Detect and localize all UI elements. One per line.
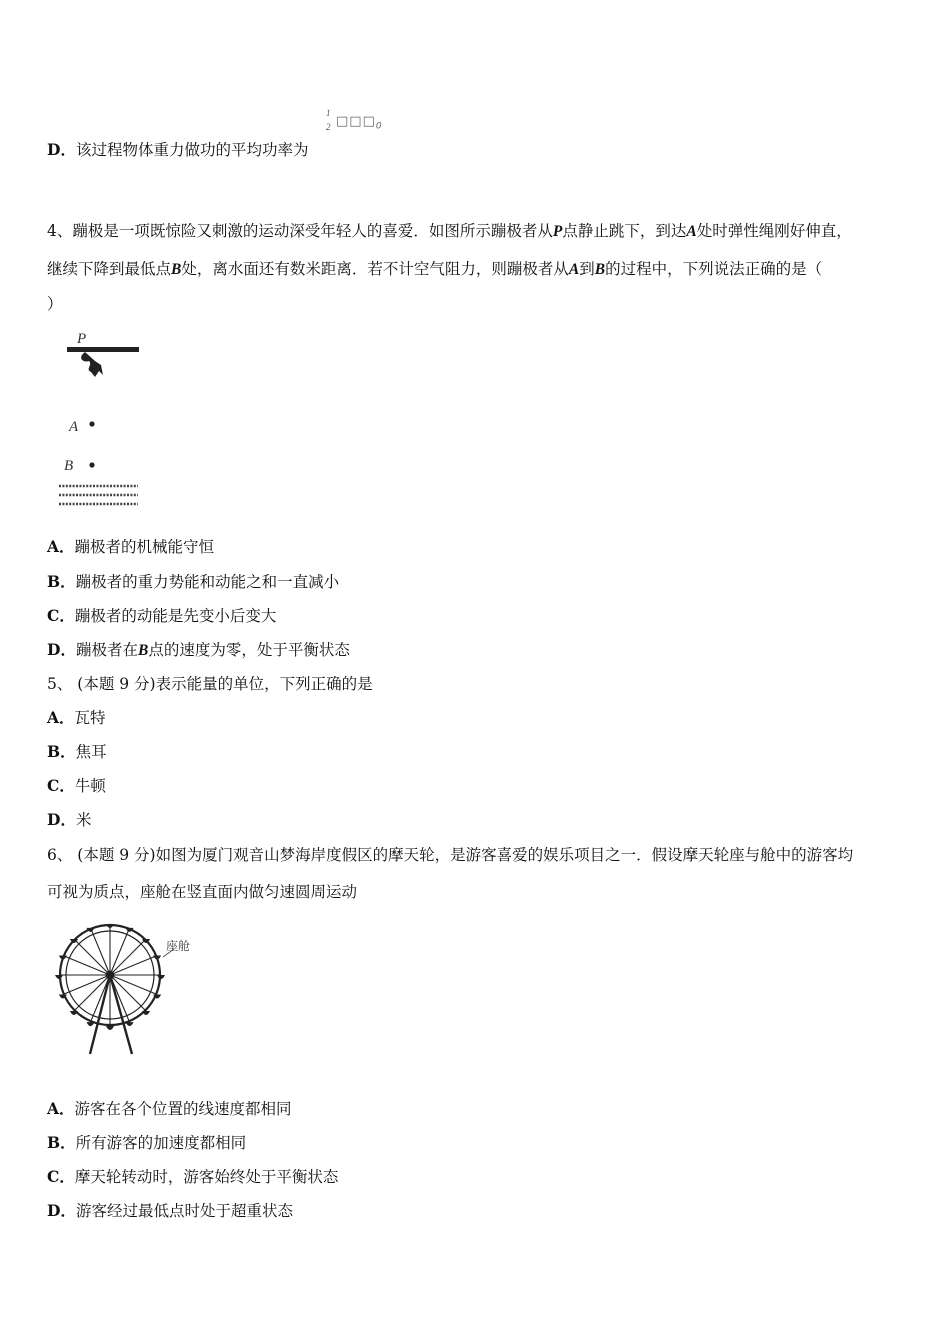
q6-stem-line-2: 可视为质点，座舱在竖直面内做匀速圆周运动 xyxy=(47,883,358,901)
q6-option-d: D．游客经过最低点时处于超重状态 xyxy=(47,1201,293,1220)
q4-stem-line-1: 4、蹦极是一项既惊险又刺激的运动深受年轻人的喜爱．如图所示蹦极者从P点静止跳下，到达A处时弹性绳刚好伸直， xyxy=(47,222,852,240)
q4-option-b: B．蹦极者的重力势能和动能之和一直减小 xyxy=(47,572,340,591)
formula-numerator: 1 xyxy=(326,108,331,118)
q4-option-d: D．蹦极者在B点的速度为零，处于平衡状态 xyxy=(47,640,350,659)
label-b: B xyxy=(64,458,74,474)
option-text: 该过程物体重力做功的平均功率为 xyxy=(75,141,309,159)
jumper xyxy=(81,352,103,377)
ferris-wheel-figure xyxy=(52,917,202,1059)
q6-option-b: B．所有游客的加速度都相同 xyxy=(47,1133,247,1152)
q5-option-a: A．瓦特 xyxy=(47,708,106,727)
cabin xyxy=(70,1011,78,1015)
q6-option-a: A．游客在各个位置的线速度都相同 xyxy=(47,1099,292,1118)
q4-stem-line-3: ） xyxy=(47,295,63,313)
label-a: A xyxy=(69,419,79,435)
cabin xyxy=(86,1022,94,1026)
cabin xyxy=(157,975,165,979)
cabin xyxy=(59,955,67,959)
point-a-dot xyxy=(89,421,94,426)
water-surface xyxy=(59,486,138,504)
q5-option-c: C．牛顿 xyxy=(47,776,106,795)
cabin xyxy=(106,1026,114,1030)
label-p: P xyxy=(77,331,87,347)
cabin xyxy=(106,924,114,928)
formula-tail: $□□□_0$ xyxy=(336,114,383,132)
q3-option-d xyxy=(47,140,308,160)
cabin xyxy=(55,975,63,979)
spoke xyxy=(110,940,145,975)
q5-option-b: B．焦耳 xyxy=(47,742,107,761)
platform xyxy=(67,347,139,352)
q5-option-d: D．米 xyxy=(47,810,92,829)
option-label: D． xyxy=(47,140,76,159)
q6-stem-line-1: 6、 (本题 9 分)如图为厦门观音山梦海岸度假区的摩天轮，是游客喜爱的娱乐项目之一．假设摩天轮座与舱中的游客均 xyxy=(47,846,854,864)
q4-option-a: A．蹦极者的机械能守恒 xyxy=(47,537,215,556)
q6-option-c: C．摩天轮转动时，游客始终处于平衡状态 xyxy=(47,1167,339,1186)
spoke xyxy=(75,940,110,975)
cabin xyxy=(153,955,161,959)
cabin xyxy=(126,1022,134,1026)
support-legs xyxy=(90,975,132,1054)
point-b-dot xyxy=(89,462,94,467)
cabin xyxy=(142,1011,150,1015)
bungee-figure xyxy=(55,325,150,515)
formula-denominator: 2 xyxy=(326,122,331,132)
cabin-label: 座舱 xyxy=(166,939,191,953)
q4-option-c: C．蹦极者的动能是先变小后变大 xyxy=(47,606,277,625)
q4-stem-line-2: 继续下降到最低点B处，离水面还有数米距离．若不计空气阻力，则蹦极者从A到B的过程中，下列说法正确的是（ xyxy=(47,260,823,278)
q5-stem: 5、 (本题 9 分)表示能量的单位，下列正确的是 xyxy=(47,675,373,693)
power-formula xyxy=(322,108,382,138)
